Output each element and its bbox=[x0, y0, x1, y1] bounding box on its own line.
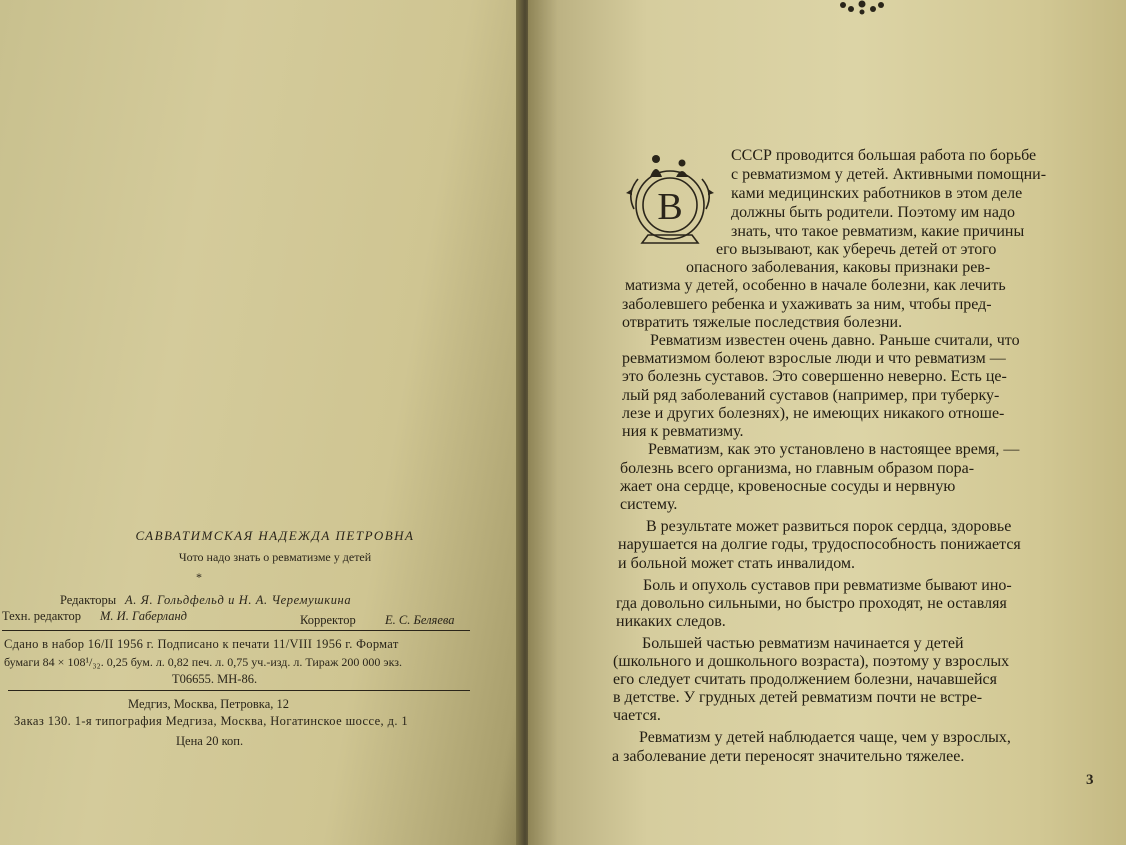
text-line: гда довольно сильными, но быстро проходят, не оставляя bbox=[616, 595, 1007, 612]
text-line: никаких следов. bbox=[616, 613, 726, 630]
text-line: Ревматизм, как это установлено в настоящее время, — bbox=[648, 441, 1020, 458]
text-line: его вызывают, как уберечь детей от этого bbox=[716, 241, 997, 258]
text-line: лый ряд заболеваний суставов (например, при туберку- bbox=[622, 387, 1000, 404]
tech-editor-label: Техн. редактор bbox=[2, 609, 81, 623]
text-line: Боль и опухоль суставов при ревматизме бывают ино- bbox=[643, 577, 1012, 594]
text-line: опасного заболевания, каковы признаки рев- bbox=[686, 259, 991, 276]
text-line: ками медицинских работников в этом деле bbox=[731, 185, 1023, 202]
text-line: болезнь всего организма, но главным образом пора- bbox=[620, 460, 975, 477]
tech-editor-name: М. И. Габерланд bbox=[100, 609, 187, 623]
text-line: В результате может развиться порок сердца, здоровье bbox=[646, 518, 1012, 535]
ornament-vignette bbox=[835, 0, 889, 16]
corrector-label: Корректор bbox=[300, 613, 356, 627]
text-line: заболевшего ребенка и ухаживать за ним, чтобы пред- bbox=[622, 296, 992, 313]
text-line: матизма у детей, особенно в начале болезни, как лечить bbox=[625, 277, 1006, 294]
text-line: Ревматизм у детей наблюдается чаще, чем у взрослых, bbox=[639, 729, 1011, 746]
text-line: жает она сердце, кровеносные сосуды и нервную bbox=[620, 478, 956, 495]
print-details-line-2: бумаги 84 × 108¹/₃₂. 0,25 бум. л. 0,82 печ. л. 0,75 уч.-изд. л. Тираж 200 000 экз. bbox=[4, 655, 402, 669]
print-details-line-3: Т06655. МН-86. bbox=[172, 672, 258, 686]
text-line: Ревматизм известен очень давно. Раньше считали, что bbox=[650, 332, 1020, 349]
text-line: нарушается на долгие годы, трудоспособность понижается bbox=[618, 536, 1021, 553]
rule-bottom bbox=[8, 690, 470, 691]
editors-names: А. Я. Гольдфельд и Н. А. Черемушкина bbox=[125, 593, 352, 607]
print-details-line-1: Сдано в набор 16/II 1956 г. Подписано к печати 11/VIII 1956 г. Формат bbox=[4, 637, 399, 651]
order-line: Заказ 130. 1-я типография Медгиза, Москва, Ногатинское шоссе, д. 1 bbox=[14, 714, 409, 728]
text-line: ния к ревматизму. bbox=[622, 423, 744, 440]
text-line: а заболевание дети переносят значительно тяжелее. bbox=[612, 748, 965, 765]
text-line: (школьного и дошкольного возраста), поэтому у взрослых bbox=[613, 653, 1010, 670]
text-line: и больной может стать инвалидом. bbox=[618, 555, 856, 572]
text-line: Большей частью ревматизм начинается у детей bbox=[642, 635, 964, 652]
publisher-address: Медгиз, Москва, Петровка, 12 bbox=[128, 697, 289, 711]
text-line: знать, что такое ревматизм, какие причины bbox=[731, 223, 1025, 240]
imprint-block bbox=[0, 0, 524, 845]
price: Цена 20 коп. bbox=[176, 734, 244, 748]
dropcap-ornament bbox=[620, 143, 720, 255]
text-line: ревматизмом болеют взрослые люди и что ревматизм — bbox=[622, 350, 1006, 367]
text-line: это болезнь суставов. Это совершенно неверно. Есть це- bbox=[622, 368, 1007, 385]
left-page bbox=[0, 0, 524, 845]
text-line: с ревматизмом у детей. Активными помощни- bbox=[731, 166, 1047, 183]
page-number: 3 bbox=[1086, 772, 1094, 788]
rule-top bbox=[2, 630, 470, 631]
corrector-name: Е. С. Беляева bbox=[385, 613, 455, 627]
book-title: Чото надо знать о ревматизме у детей bbox=[178, 550, 372, 564]
text-line: чается. bbox=[613, 707, 661, 724]
text-line: лезе и других болезнях), не имеющих никакого отноше- bbox=[622, 405, 1005, 422]
text-line: его следует считать продолжением болезни, начавшейся bbox=[613, 671, 997, 688]
text-line: в детстве. У грудных детей ревматизм почти не встре- bbox=[613, 689, 983, 706]
text-line: СССР проводится большая работа по борьбе bbox=[731, 147, 1037, 164]
text-line: должны быть родители. Поэтому им надо bbox=[731, 204, 1016, 221]
dropcap-letter: В bbox=[657, 186, 683, 228]
separator-star: * bbox=[196, 570, 202, 584]
author-name: САВВАТИМСКАЯ НАДЕЖДА ПЕТРОВНА bbox=[135, 528, 415, 543]
text-line: отвратить тяжелые последствия болезни. bbox=[622, 314, 903, 331]
editors-label: Редакторы bbox=[60, 593, 117, 607]
text-line: систему. bbox=[620, 496, 678, 513]
